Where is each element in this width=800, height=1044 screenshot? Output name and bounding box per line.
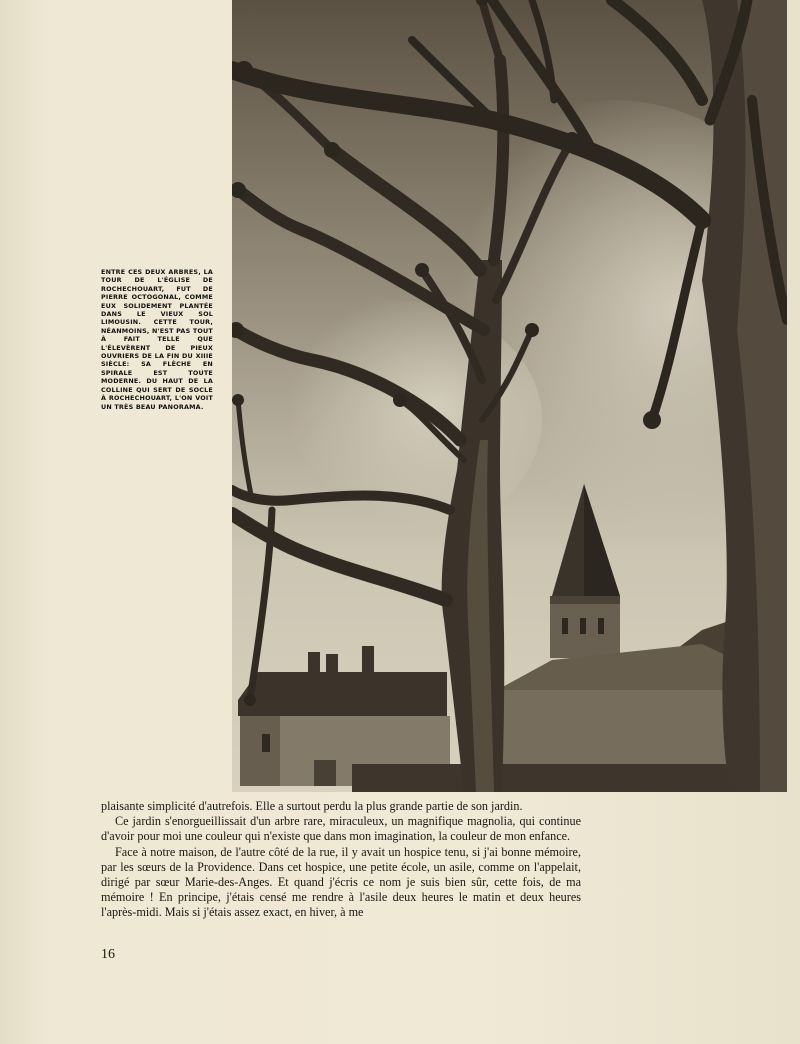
photo-caption: ENTRE CES DEUX ARBRES, LA TOUR DE L'ÉGLISE DE ROCHECHOUART, FUT DE PIERRE OCTOGONAL, COMME EUX SOLIDEMENT PLANTÉE DANS LE VIEUX SOL LIMOUSIN. CETTE TOUR, NÉANMOINS, N'EST PAS TOUT À FAIT TELLE QUE L'ÉLEVÈRENT DE PIEUX OUVRIERS DE LA FIN DU XIIIE SIÈCLE: SA FLÈCHE EN SPIRALE EST TOUTE MODERNE. DU HAUT DE LA COLLINE QUI SERT DE SOCLE À ROCHECHOUART, L'ON VOIT UN TRÈS BEAU PANORAMA. bbox=[101, 268, 213, 411]
paragraph: Ce jardin s'enorgueillissait d'un arbre rare, miraculeux, un magnifique magnolia, qui continue d'avoir pour moi une couleur qui n'existe que dans mon imagination, la couleur de mon enfance. bbox=[101, 814, 581, 844]
paragraph: plaisante simplicité d'autrefois. Elle a surtout perdu la plus grande partie de son jardin. bbox=[101, 799, 523, 813]
paragraph: Face à notre maison, de l'autre côté de la rue, il y avait un hospice tenu, si j'ai bonne mémoire, par les sœurs de la Providence. Dans cet hospice, une petite école, un asile, comme on l'appelait, dirigé par sœur Marie-des-Anges. Et quand j'écris ce nom je suis bien sûr, cette fois, de ma mémoire ! En principe, j'étais censé me rendre à l'asile deux heures le matin et deux heures l'après-midi. Mais si j'étais assez exact, en hiver, à me bbox=[101, 844, 581, 920]
body-text bbox=[101, 799, 581, 921]
church-tower-photograph bbox=[232, 0, 787, 792]
page-number: 16 bbox=[101, 947, 115, 962]
